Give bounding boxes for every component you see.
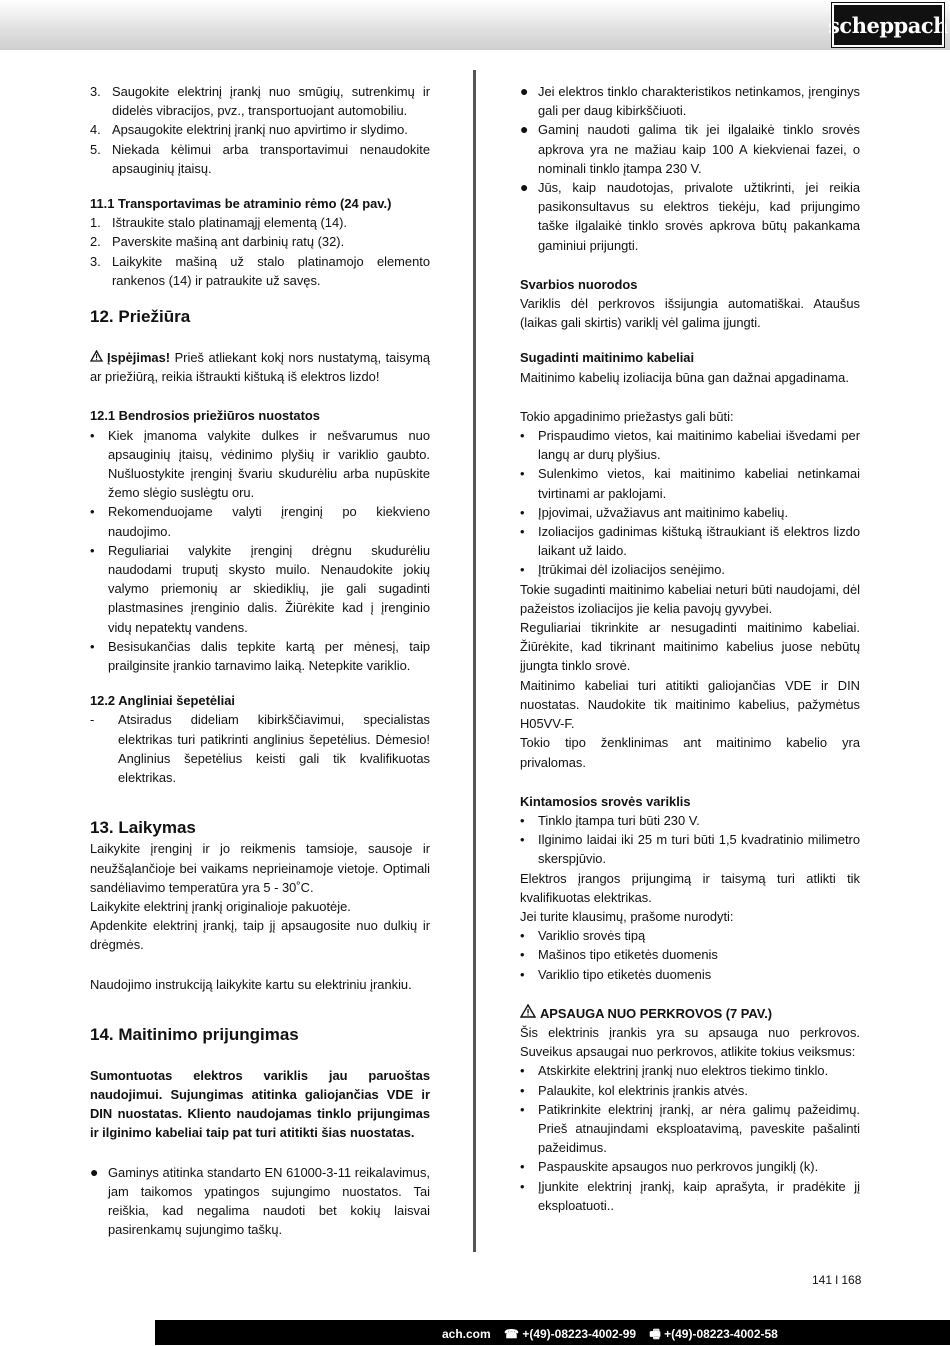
manual-keep-paragraph: Naudojimo instrukciją laikykite kartu su elektriniu įrankiu.	[90, 976, 412, 992]
maintenance-list	[90, 426, 430, 676]
list-item: • Besisukančias dalis tepkite kartą per mėnesį, taip prailginsite įrankio tarnavimo laiką. Netepkite variklio.	[90, 638, 430, 674]
list-item: • Atskirkite elektrinį įrankį nuo elektros tiekimo tinklo.	[520, 1063, 829, 1079]
phone-icon: ☎	[504, 1327, 519, 1341]
list-item: • Palaukite, kol elektrinis įrankis atvės.	[520, 1082, 748, 1098]
list-item: • Patikrinkite elektrinį įrankį, ar nėra galimų pažeidimų. Prieš atnaujindami eksploatavimą, paveskite pašalinti pažeidimus.	[520, 1101, 860, 1156]
footer-website: ach.com	[442, 1327, 491, 1341]
section-heading-12-1: 12.1 Bendrosios priežiūros nuostatos	[90, 408, 320, 424]
list-item: • Mašinos tipo etiketės duomenis	[520, 947, 718, 963]
power-connection-intro: Sumontuotas elektros variklis jau paruoštas naudojimui. Sujungimas atitinka galiojančias VDE ir DIN nuostatas. Kliento naudojamas tinklo prijungimas ir ilginimo kabeliai taip pat turi atitikti šias nuostatas.	[90, 1067, 430, 1141]
footer-fax: +(49)-08223-4002-58	[664, 1327, 778, 1341]
list-item: • Izoliacijos gadinimas kištuką ištraukiant iš elektros lizdo laikant už laido.	[520, 524, 860, 559]
brand-logo: scheppach	[832, 3, 944, 47]
list-item: 2. Paverskite mašiną ant darbinių ratų (32).	[90, 234, 345, 250]
header-bar	[0, 0, 950, 50]
list-item: 4. Apsaugokite elektrinį įrankį nuo apvirtimo ir slydimo.	[90, 122, 408, 138]
damage-causes-intro: Tokio apgadinimo priežastys gali būti:	[520, 408, 734, 424]
list-item: • Kiek įmanoma valykite dulkes ir nešvarumus nuo apsauginių įtaisų, vėdinimo plyšių ir variklio gaubto. Nušluostykite įrenginį švariu skudurėliu arba nupūskite žemo slėgio suslėgtu oru.	[90, 427, 430, 501]
list-item: • Variklio srovės tipą	[520, 928, 646, 944]
list-item: ● Gaminys atitinka standarto EN 61000-3-11 reikalavimus, jam taikomos ypatingos sujungimo nuostatos. Tai reiškia, kad negalima naudoti bet kokių laisvai pasirenkamų sujungimo taškų.	[90, 1163, 430, 1238]
carbon-brush-list	[90, 710, 430, 787]
storage-paragraph: Laikykite elektrinį įrankį originalioje pakuotėje.	[90, 898, 351, 914]
ac-motor-list	[520, 811, 860, 869]
list-item: • Variklio tipo etiketės duomenis	[520, 966, 712, 982]
page-number: 141 l 168	[812, 1273, 862, 1287]
footer-contact	[442, 1325, 778, 1346]
list-item: • Ilginimo laidai iki 25 m turi būti 1,5 kvadratinio milimetro skerspjūvio.	[520, 832, 860, 867]
footer-phone: +(49)-08223-4002-99	[522, 1327, 637, 1341]
list-item: • Reguliariai valykite įrenginį drėgnu skudurėliu naudodami truputį skysto muilo. Nenaudokite jokių valymo priemonių ar skiediklių, jie gali sugadinti plastmasines įrenginio dalis. Žiūrėkite kad į įrenginio vidų nepatektų vandens.	[90, 542, 430, 635]
list-item: - Atsiradus dideliam kibirkščiavimui, specialistas elektrikas turi patikrinti anglinius šepetėlius. Dėmesio! Anglinius šepetėlius keisti gali tik kvalifikuotas elektrikas.	[90, 712, 430, 786]
list-item: ● Gaminį naudoti galima tik jei ilgalaikė tinklo srovės apkrova yra ne mažiau kaip 100 A kiekvienai fazei, o nominali tinklo įtampa 230 V.	[520, 121, 860, 176]
section-heading-11-1: 11.1 Transportavimas be atraminio rėmo (24 pav.)	[90, 196, 392, 212]
questions-list	[520, 926, 860, 984]
transport-steps-list	[90, 213, 430, 290]
cable-paragraph: Tokio tipo ženklinimas ant maitinimo kabelio yra privalomas.	[520, 735, 860, 770]
list-item: 3. Saugokite elektrinį įrankį nuo smūgių, sutrenkimų ir didelės vibracijos, pvz., transportuojant automobiliu.	[90, 84, 430, 119]
list-item: 3. Laikykite mašiną už stalo platinamojo elemento rankenos (14) ir patraukite už savęs.	[90, 253, 430, 288]
warning-paragraph: Įspėjimas! Prieš atliekant kokį nors nustatymą, taisymą ar priežiūrą, reikia ištraukti kištuką iš elektros lizdo!	[90, 350, 430, 385]
list-item: • Sulenkimo vietos, kai maitinimo kabeliai netinkamai tvirtinami ar paklojami.	[520, 466, 860, 501]
power-connection-list-continued	[520, 82, 860, 255]
section-heading-13: 13. Laikymas	[90, 818, 196, 838]
right-column	[520, 82, 860, 1215]
section-heading-12-2: 12.2 Angliniai šepetėliai	[90, 693, 235, 709]
column-divider	[473, 70, 476, 1252]
damaged-cables-heading: Sugadinti maitinimo kabeliai	[520, 350, 695, 366]
power-connection-list	[90, 1163, 430, 1240]
list-item: • Tinklo įtampa turi būti 230 V.	[520, 812, 700, 828]
ac-motor-heading: Kintamosios srovės variklis	[520, 793, 691, 809]
transport-list-continued	[90, 82, 430, 178]
list-item: 1. Ištraukite stalo platinamąjį elementą (14).	[90, 215, 348, 231]
important-notes-heading: Svarbios nuorodos	[520, 276, 638, 292]
list-item: ● Jūs, kaip naudotojas, privalote užtikrinti, jei reikia pasikonsultavus su elektros tiekėju, kad prijungimo taške ilgalaikė tinklo srovės apkrova būtų pakankama gaminiui prijungti.	[520, 179, 860, 253]
left-column	[90, 82, 430, 1239]
cable-paragraph: Reguliariai tikrinkite ar nesugadinti maitinimo kabeliai. Žiūrėkite, kad tikrinant maitinimo kabelius juose nebūtų įjungta tinklo srovė.	[520, 620, 860, 674]
overload-protection-heading: APSAUGA NUO PERKROVOS (7 PAV.)	[520, 1004, 860, 1023]
cable-paragraph: Tokie sugadinti maitinimo kabeliai neturi būti naudojami, dėl pažeistos izoliacijos jie kelia pavojų gyvybei.	[520, 581, 860, 616]
damaged-cables-paragraph: Maitinimo kabelių izoliacija būna gan dažnai apgadinama.	[520, 369, 849, 385]
list-item: • Įtrūkimai dėl izoliacijos senėjimo.	[520, 562, 725, 578]
cable-paragraph: Maitinimo kabeliai turi atitikti galiojančias VDE ir DIN nuostatas. Naudokite tik maitinimo kabelius, pažymėtus H05VV-F.	[520, 677, 860, 732]
list-item: • Paspauskite apsaugos nuo perkrovos jungiklį (k).	[520, 1159, 819, 1175]
list-item: • Rekomenduojame valyti įrenginį po kiekvieno naudojimo.	[90, 504, 430, 539]
ac-motor-paragraph: Jei turite klausimų, prašome nurodyti:	[520, 908, 734, 924]
section-heading-12: 12. Priežiūra	[90, 307, 191, 327]
storage-paragraph: Apdenkite elektrinį įrankį, taip jį apsaugosite nuo dulkių ir drėgmės.	[90, 918, 430, 953]
list-item: ● Jei elektros tinklo charakteristikos netinkamos, įrenginys gali per daug kibirkščiuoti.	[520, 83, 860, 119]
section-heading-14: 14. Maitinimo prijungimas	[90, 1024, 299, 1044]
footer-bar	[0, 1320, 950, 1345]
fax-icon: 🖷	[649, 1327, 661, 1341]
important-notes-paragraph: Variklis dėl perkrovos išsijungia automatiškai. Ataušus (laikas gali skirtis) variklį vėl galima įjungti.	[520, 296, 860, 331]
storage-paragraph: Laikykite įrenginį ir jo reikmenis tamsioje, sausoje ir neužšąlančioje bei vaikams neprieinamoje vietoje. Optimali sandėliavimo temperatūra yra 5 - 30˚C.	[90, 841, 430, 895]
list-item: 5. Niekada kėlimui arba transportavimui nenaudokite apsauginių įtaisų.	[90, 141, 430, 176]
list-item: • Įpjovimai, užvažiavus ant maitinimo kabelių.	[520, 504, 789, 520]
warning-triangle-icon	[520, 1004, 536, 1023]
warning-triangle-icon	[90, 348, 103, 367]
damage-causes-list	[520, 426, 860, 580]
overload-protection-paragraph: Šis elektrinis įrankis yra su apsauga nuo perkrovos. Suveikus apsaugai nuo perkrovos, atlikite tokius veiksmus:	[520, 1024, 860, 1060]
list-item: • Prispaudimo vietos, kai maitinimo kabeliai išvedami per langų ar durų plyšius.	[520, 428, 860, 463]
overload-steps-list	[520, 1061, 860, 1215]
list-item: • Įjunkite elektrinį įrankį, kaip aprašyta, ir pradėkite jį eksploatuoti..	[520, 1178, 860, 1213]
ac-motor-paragraph: Elektros įrangos prijungimą ir taisymą turi atlikti tik kvalifikuotas elektrikas.	[520, 870, 860, 905]
